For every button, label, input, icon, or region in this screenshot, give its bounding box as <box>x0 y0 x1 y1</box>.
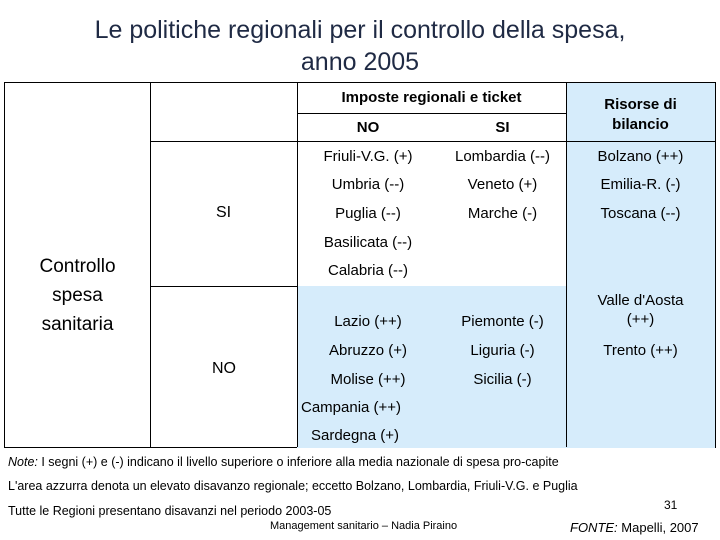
header-risorse-line-1: Risorse di <box>604 96 677 113</box>
fonte-label: FONTE: <box>570 520 618 535</box>
note-text: I segni (+) e (-) indicano il livello superiore o inferiore alla media nazionale di spesa pro-capite <box>37 455 559 469</box>
divider-col-b <box>297 83 298 447</box>
si-si-cell-3: Marche (-) <box>467 205 538 222</box>
blue-area-note: L'area azzurra denota un elevato disavanzo regionale; eccetto Bolzano, Lombardia, Friuli-V.G. e Puglia <box>8 479 578 493</box>
row-si-label: SI <box>216 204 232 221</box>
header-risorse-line-2: bilancio <box>612 116 669 133</box>
si-risorse-cell-2: Emilia-R. (-) <box>600 176 681 193</box>
title-line-1: Le politiche regionali per il controllo della spesa, <box>94 16 626 44</box>
si-no-cell-4: Basilicata (--) <box>323 234 413 251</box>
row-no-label: NO <box>212 360 236 377</box>
fonte-text: Mapelli, 2007 <box>617 520 699 535</box>
page-title <box>0 14 720 78</box>
note-line <box>8 455 559 469</box>
no-si-cell-2: Liguria (-) <box>470 342 535 359</box>
header-risorse <box>566 95 715 135</box>
row-group-line-3: sanitaria <box>41 314 114 335</box>
si-no-cell-1: Friuli-V.G. (+) <box>323 148 413 165</box>
si-no-cell-2: Umbria (--) <box>331 176 405 193</box>
divider-si-no <box>150 286 297 287</box>
note-label: Note: <box>8 455 38 469</box>
si-si-cell-2: Veneto (+) <box>467 176 538 193</box>
si-risorse-cell-1: Bolzano (++) <box>597 148 684 165</box>
no-no-cell-4: Campania (++) <box>301 399 402 416</box>
row-group-label <box>5 252 150 339</box>
header-no: NO <box>356 119 380 136</box>
no-no-cell-2: Abruzzo (+) <box>329 342 407 359</box>
policy-table <box>4 82 716 448</box>
row-group-line-2: spesa <box>52 285 103 306</box>
no-risorse-line-1: Valle d'Aosta <box>597 292 684 309</box>
no-no-cell-5: Sardegna (+) <box>311 427 399 444</box>
si-no-cell-5: Calabria (--) <box>327 262 408 279</box>
no-si-cell-1: Piemonte (-) <box>461 313 544 330</box>
disavanzi-note: Tutte le Regioni presentano disavanzi nel periodo 2003-05 <box>8 504 332 518</box>
divider-col-a <box>150 83 151 447</box>
divider-col-c <box>566 83 567 447</box>
no-risorse-cell-2: Trento (++) <box>603 342 678 359</box>
no-no-cell-1: Lazio (++) <box>334 313 402 330</box>
fonte-source <box>570 520 699 535</box>
no-no-cell-3: Molise (++) <box>330 371 406 388</box>
si-risorse-cell-3: Toscana (--) <box>600 205 681 222</box>
page-number: 31 <box>664 498 678 512</box>
row-group-line-1: Controllo <box>39 256 116 277</box>
no-si-cell-3: Sicilia (-) <box>473 371 532 388</box>
divider-header-sub <box>297 113 566 114</box>
si-si-cell-1: Lombardia (--) <box>454 148 551 165</box>
header-imposte: Imposte regionali e ticket <box>341 89 522 106</box>
title-line-2: anno 2005 <box>300 48 420 76</box>
header-si: SI <box>495 119 510 136</box>
no-risorse-line-2: (++) <box>626 311 655 328</box>
author-footer: Management sanitario – Nadia Piraino <box>270 520 458 532</box>
si-no-cell-3: Puglia (--) <box>335 205 401 222</box>
no-risorse-cell-1 <box>566 291 715 329</box>
divider-header-bottom <box>150 141 715 142</box>
